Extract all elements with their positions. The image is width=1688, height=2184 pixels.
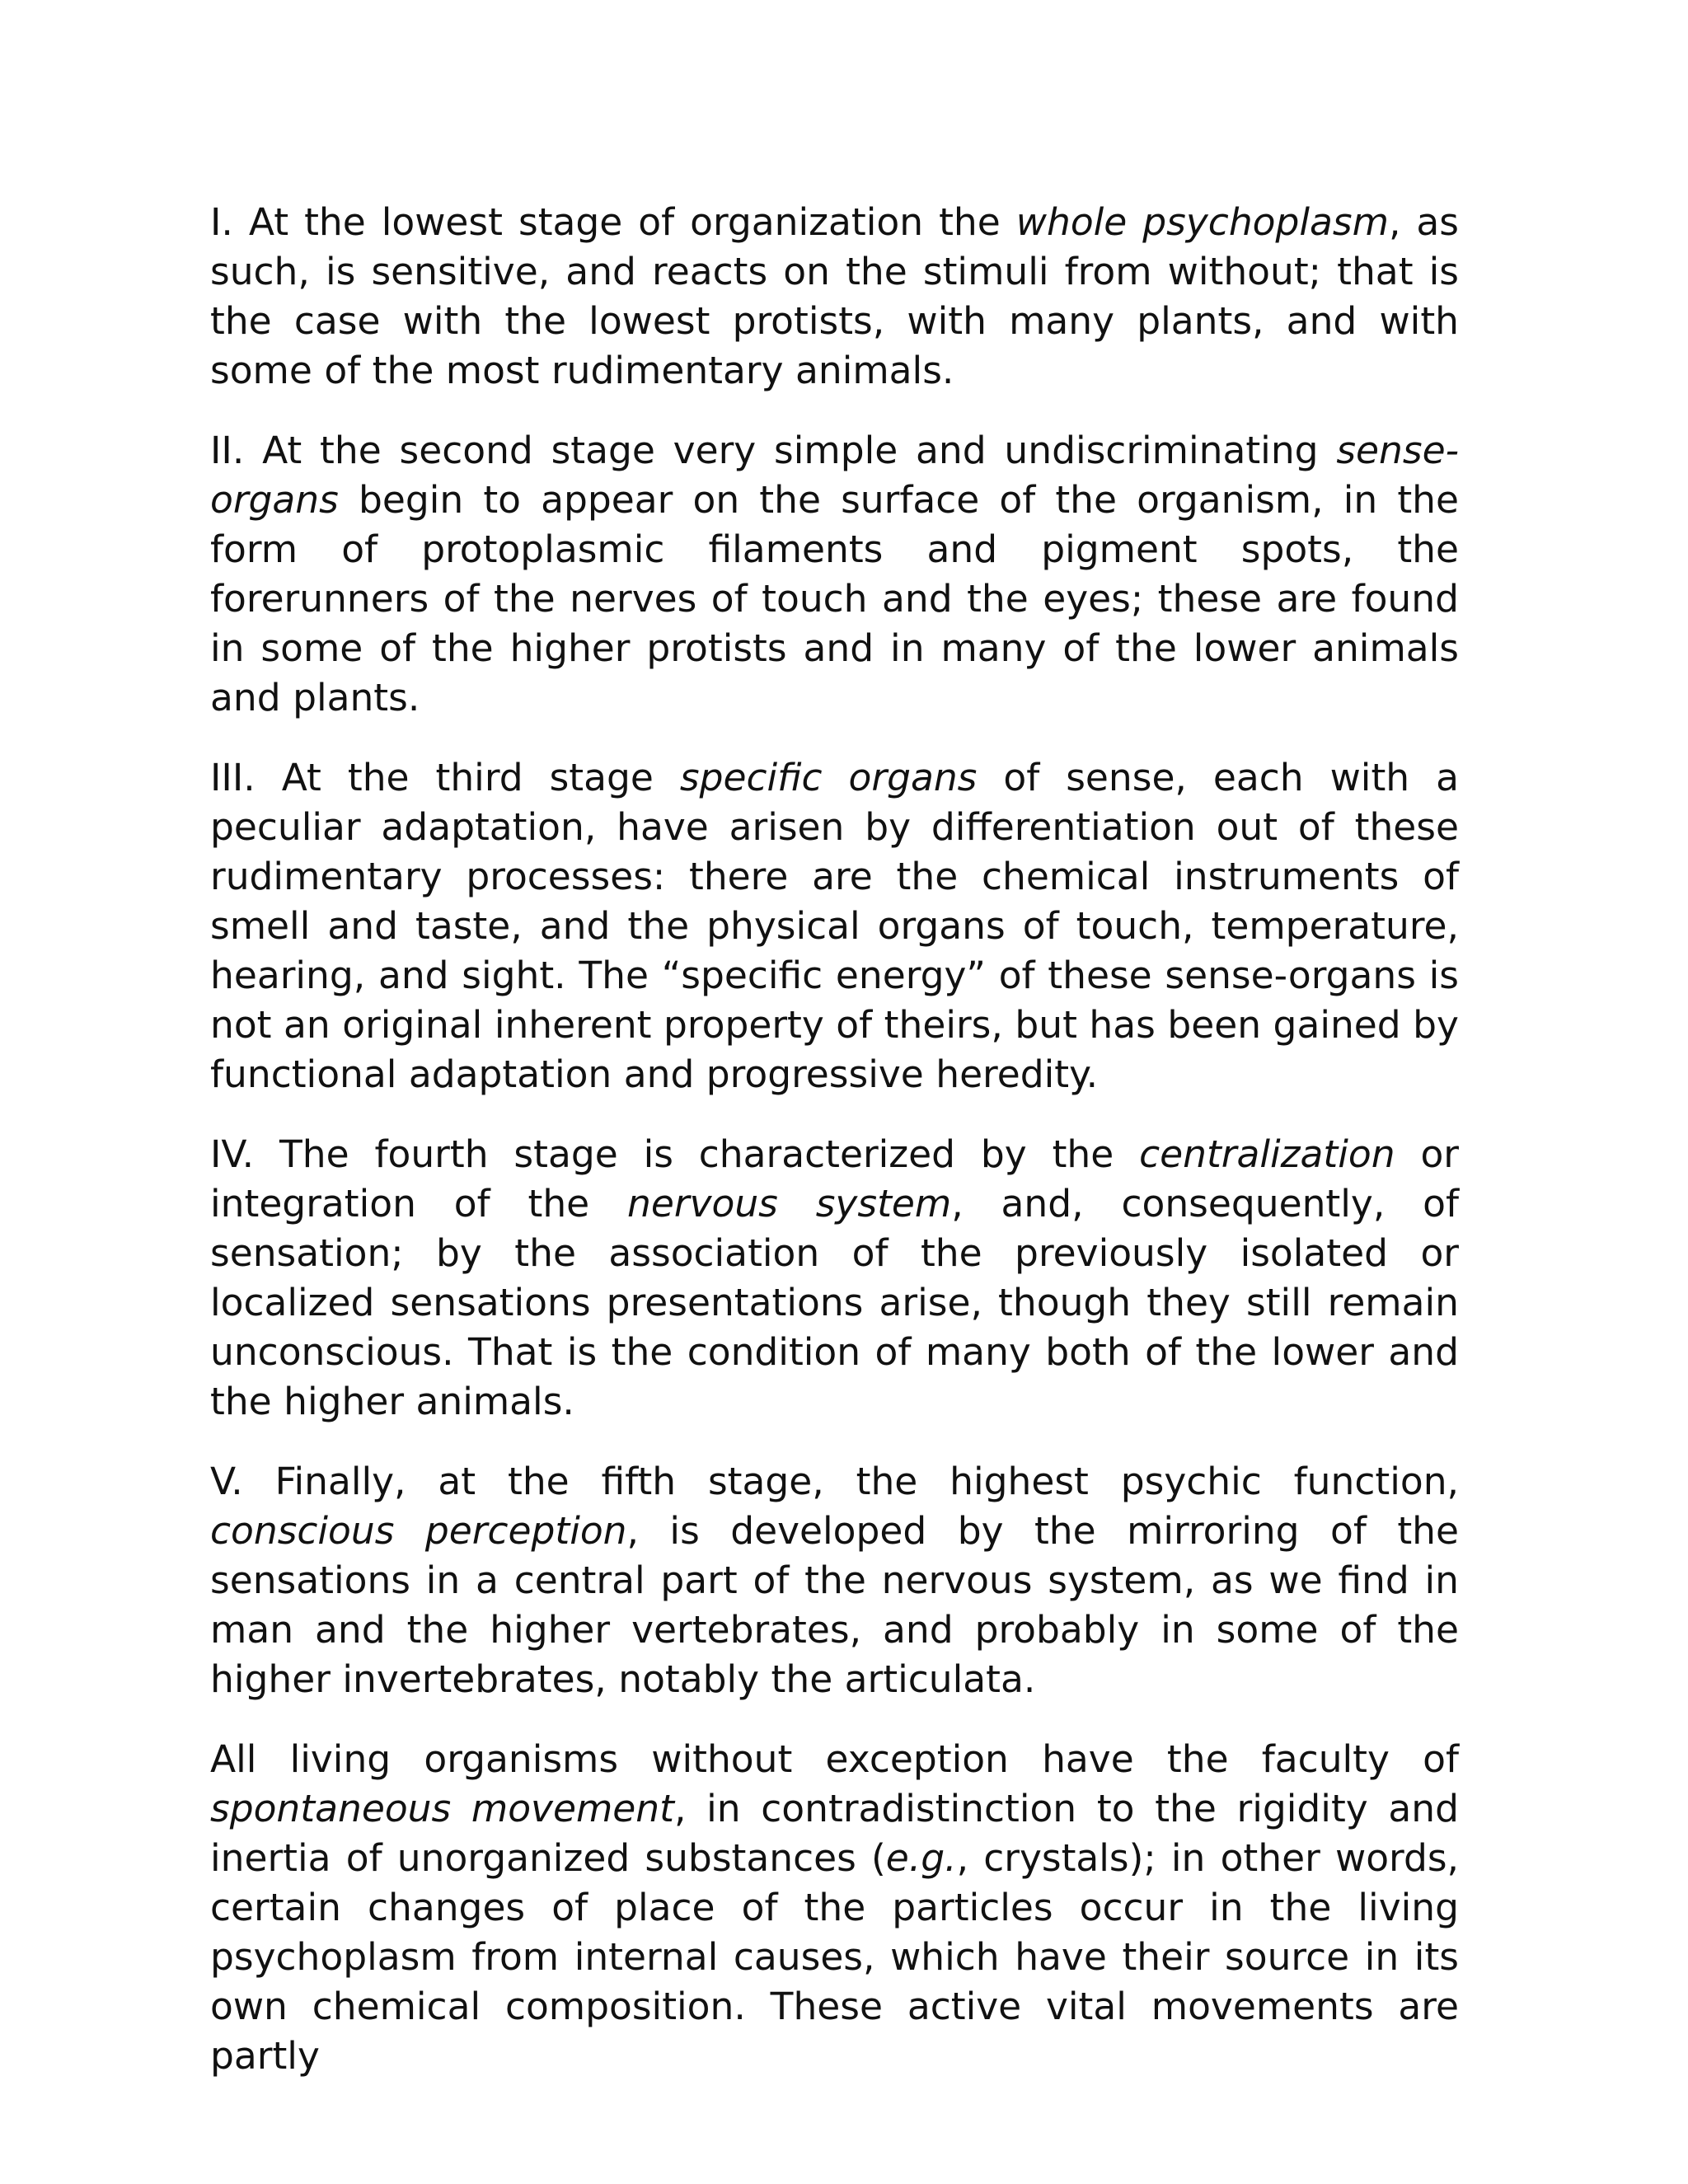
italic-term: sense-organs xyxy=(210,429,1459,522)
paragraph-stage-one xyxy=(210,198,1459,396)
paragraph-text: I. At the lowest stage of organization the xyxy=(210,200,1016,244)
paragraph-text: , crystals); in other words, certain changes of place of the particles occur in the living psychoplasm from internal causes, which have their source in its own chemical composition. These active vital movements are partly xyxy=(210,1836,1459,2078)
paragraph-text: All living organisms without exception have the faculty of xyxy=(210,1737,1459,1781)
paragraph-text: , in contradistinction to the rigidity and inertia of unorganized substances ( xyxy=(210,1787,1460,1880)
paragraph-spontaneous-movement xyxy=(210,1735,1459,2081)
italic-term: spontaneous movement xyxy=(210,1787,674,1830)
italic-term: specific organs xyxy=(679,756,978,799)
paragraph-text: IV. The fourth stage is characterized by the xyxy=(210,1132,1140,1176)
paragraph-text: III. At the third stage xyxy=(210,756,680,799)
paragraph-stage-five xyxy=(210,1457,1459,1704)
paragraph-text: begin to appear on the surface of the organism, in the form of protoplasmic filaments and pigment spots, the forerunners of the nerves of touch and the eyes; these are found in some of the higher protists and in many of the lower animals and plants. xyxy=(210,478,1459,719)
italic-term: conscious perception xyxy=(210,1509,627,1553)
paragraph-stage-three xyxy=(210,753,1459,1099)
paragraph-text: or integration of the xyxy=(210,1132,1459,1226)
paragraph-stage-two xyxy=(210,426,1459,723)
paragraph-text: II. At the second stage very simple and undiscriminating xyxy=(210,429,1337,472)
italic-term: nervous system xyxy=(627,1182,952,1226)
paragraph-text: of sense, each with a peculiar adaptation, have arisen by differentiation out of these rudimentary processes: there are the chemical instruments of smell and taste, and the physical organs of touch, temperature, hearing, and sight. The “specific energy” of these sense-organs is not an original inherent property of theirs, but has been gained by functional adaptation and progressive heredity. xyxy=(210,756,1459,1096)
paragraph-text: , is developed by the mirroring of the sensations in a central part of the nervous system, as we find in man and the higher vertebrates, and probably in some of the higher invertebrates, notably the articulata. xyxy=(210,1509,1459,1701)
italic-term: e.g. xyxy=(885,1836,957,1880)
italic-term: whole psychoplasm xyxy=(1015,200,1389,244)
paragraph-stage-four xyxy=(210,1130,1459,1427)
document-page xyxy=(210,198,1459,2111)
italic-term: centralization xyxy=(1139,1132,1395,1176)
paragraph-text: , and, consequently, of sensation; by the association of the previously isolated or localized sensations presentations arise, though they still remain unconscious. That is the condition of many both of the lower and the higher animals. xyxy=(210,1182,1459,1423)
paragraph-text: V. Finally, at the fifth stage, the highest psychic function, xyxy=(210,1460,1459,1503)
paragraph-text: , as such, is sensitive, and reacts on the stimuli from without; that is the case with the lowest protists, with many plants, and with some of the most rudimentary animals. xyxy=(210,200,1459,392)
